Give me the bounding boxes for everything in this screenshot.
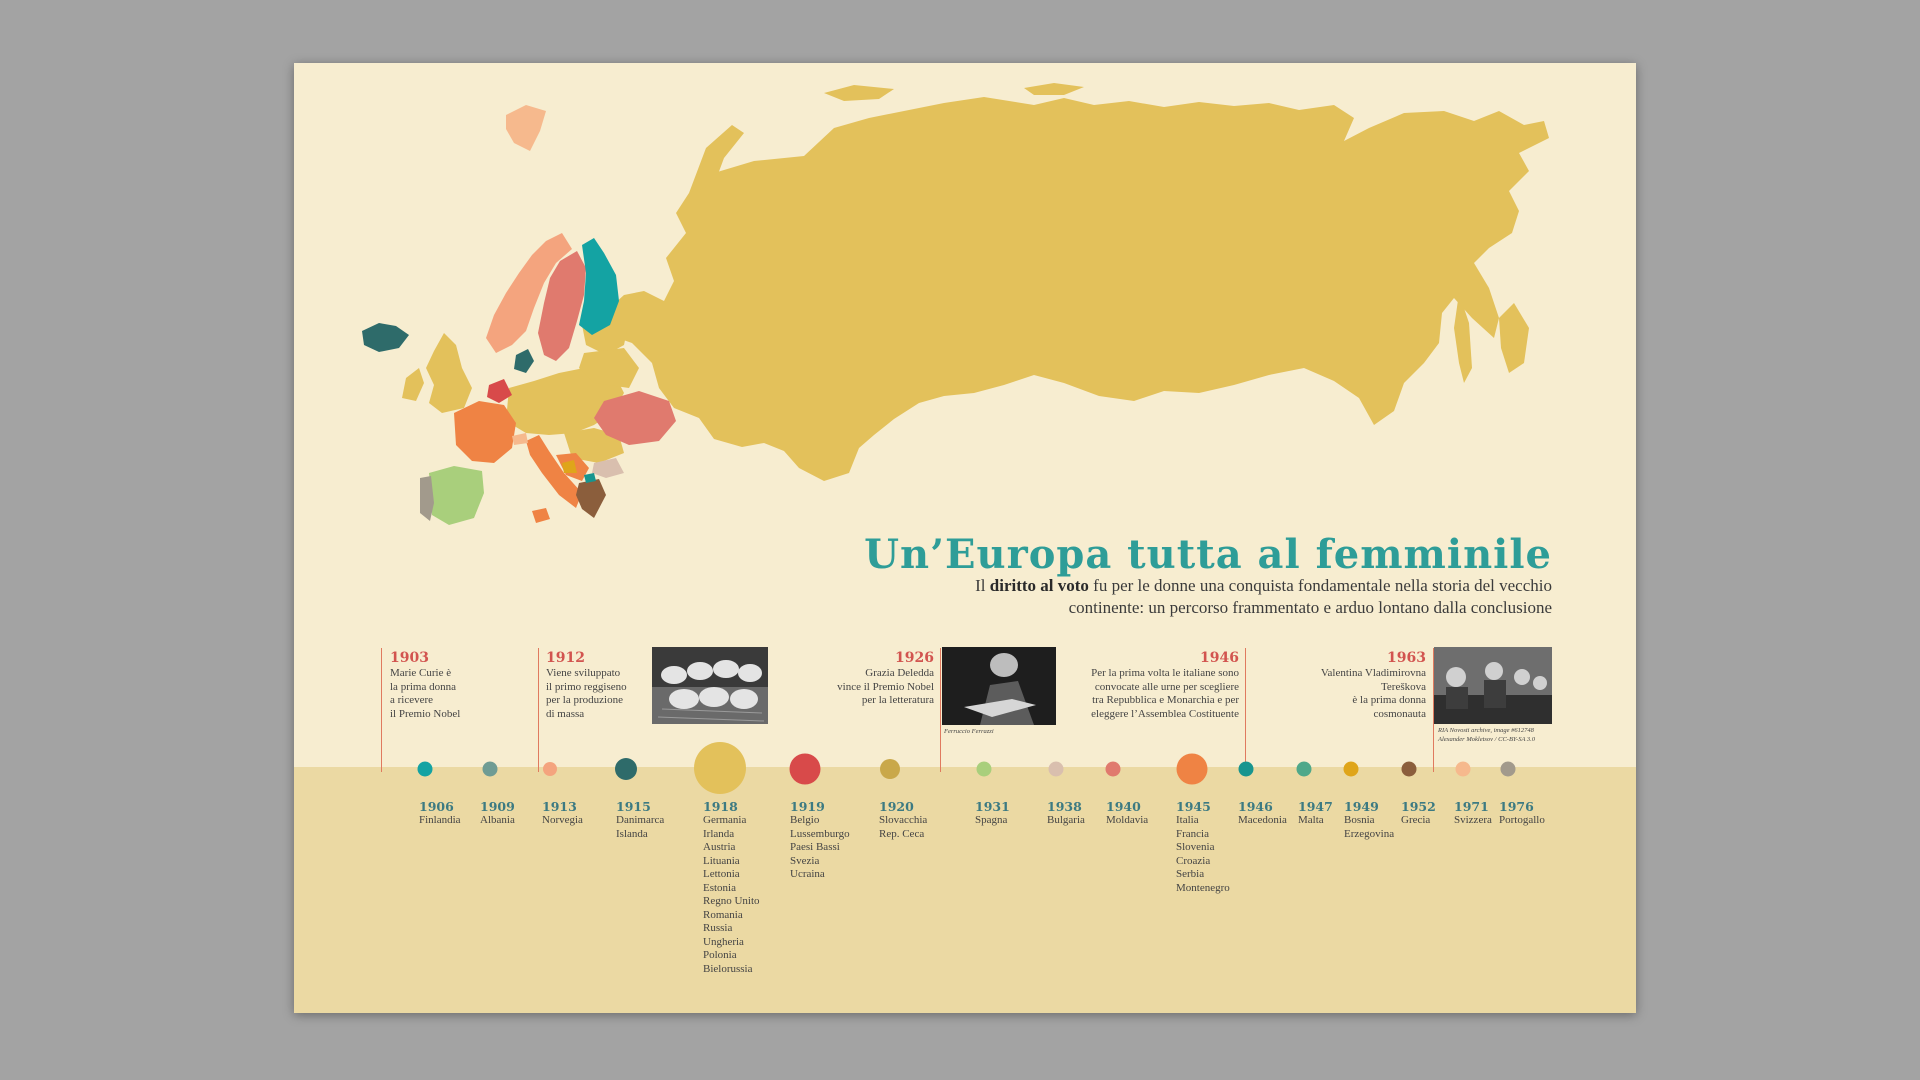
timeline-dot-1906 (418, 762, 433, 777)
map-svalbard (506, 105, 546, 151)
timeline-dot-1940 (1106, 762, 1121, 777)
timeline-entry-1945: 1945 Italia Francia Slovenia Croazia Serbia Montenegro (1176, 799, 1230, 894)
timeline-entry-1915: 1915 Danimarca Islanda (616, 799, 665, 840)
event-1946 (994, 649, 1239, 721)
timeline-entry-1920: 1920 Slovacchia Rep. Ceca (879, 799, 928, 840)
event-text: Grazia Deledda vince il Premio Nobel per la letteratura (837, 667, 934, 706)
map-great-britain (426, 333, 472, 413)
timeline-dot-1946 (1239, 762, 1254, 777)
timeline-entry-1947: 1947 Malta (1298, 799, 1333, 826)
event-year: 1903 (390, 650, 429, 666)
timeline-dot-1949 (1344, 762, 1359, 777)
event-line-1946 (1245, 648, 1246, 772)
timeline-entry-1909: 1909 Albania (480, 799, 515, 826)
timeline-dot-1971 (1456, 762, 1471, 777)
timeline-entry-1940: 1940 Moldavia (1106, 799, 1149, 826)
map-ireland (402, 368, 424, 401)
event-line-1912 (538, 648, 539, 772)
subtitle-highlight: diritto al voto (989, 576, 1089, 595)
timeline-entry-1931: 1931 Spagna (975, 799, 1010, 826)
event-year: 1926 (895, 650, 934, 666)
timeline-dot-1919 (790, 754, 821, 785)
timeline-dot-1920 (880, 759, 900, 779)
timeline-entry-1952: 1952 Grecia (1401, 799, 1436, 826)
event-text: Marie Curie è la prima donna a ricevere il Premio Nobel (390, 667, 461, 720)
event-1926 (714, 649, 934, 708)
timeline-entry-1919: 1919 Belgio Lussemburgo Paesi Bassi Svezia Ucraina (790, 799, 850, 880)
timeline-dot-1952 (1402, 762, 1417, 777)
poster (294, 63, 1636, 1013)
event-year: 1946 (1200, 650, 1239, 666)
map-greece (576, 479, 606, 518)
timeline-dot-1931 (977, 762, 992, 777)
map-spain (429, 466, 484, 525)
timeline-entry-1918: 1918 Germania Irlanda Austria Lituania Lettonia Estonia Regno Unito Romania Russia Ungheria Polonia Bielorussia (703, 799, 760, 975)
map-russia-islands (824, 83, 1084, 101)
timeline-dot-1909 (483, 762, 498, 777)
map-kamchatka (1499, 303, 1529, 373)
event-year: 1912 (546, 650, 585, 666)
timeline-dot-1938 (1049, 762, 1064, 777)
timeline-entry-1906: 1906 Finlandia (419, 799, 461, 826)
map-switzerland (512, 433, 528, 445)
event-line-1926 (940, 648, 941, 772)
map-russia (604, 97, 1549, 481)
timeline-entry-1976: 1976 Portogallo (1499, 799, 1545, 826)
page-title: Un’Europa tutta al femminile (864, 531, 1552, 578)
tereshkova-photo-credit: RIA Novosti archive, image #612748 Alexander Mokletsov / CC-BY-SA 3.0 (1438, 727, 1536, 743)
page-subtitle: Il diritto al voto fu per le donne una conquista fondamentale nella storia del vecchio continente: un percorso frammentato e arduo lontano dalla conclusione (975, 576, 1552, 617)
event-text: Viene sviluppato il primo reggiseno per la produzione di massa (546, 667, 627, 720)
timeline-entry-1938: 1938 Bulgaria (1047, 799, 1085, 826)
event-1963 (1254, 649, 1426, 721)
tereshkova-photo (1434, 647, 1552, 724)
timeline-entry-1913: 1913 Norvegia (542, 799, 583, 826)
timeline-dot-1947 (1297, 762, 1312, 777)
event-text: Valentina Vladimirovna Tereškova è la prima donna cosmonauta (1320, 667, 1426, 720)
event-1912 (546, 649, 627, 721)
timeline-dot-1918 (694, 742, 746, 794)
timeline-entry-1946: 1946 Macedonia (1238, 799, 1287, 826)
deledda-photo-credit: Ferruccio Ferrazzi (944, 728, 994, 735)
event-1903 (390, 649, 460, 721)
timeline-dot-1945 (1177, 754, 1208, 785)
map-denmark (514, 349, 534, 373)
timeline-entry-1949: 1949 Bosnia Erzegovina (1344, 799, 1395, 840)
event-year: 1963 (1387, 650, 1426, 666)
timeline-dot-1913 (543, 762, 557, 776)
map-france (454, 401, 516, 463)
timeline-entry-1971: 1971 Svizzera (1454, 799, 1492, 826)
timeline-dot-1976 (1501, 762, 1516, 777)
event-line-1903 (381, 648, 382, 772)
event-text: Per la prima volta le italiane sono convocate alle urne per scegliere tra Repubblica e Monarchia e per eleggere l’Assemblea Costituente (1091, 667, 1239, 720)
map-iceland (362, 323, 409, 352)
timeline-dot-1915 (615, 758, 637, 780)
